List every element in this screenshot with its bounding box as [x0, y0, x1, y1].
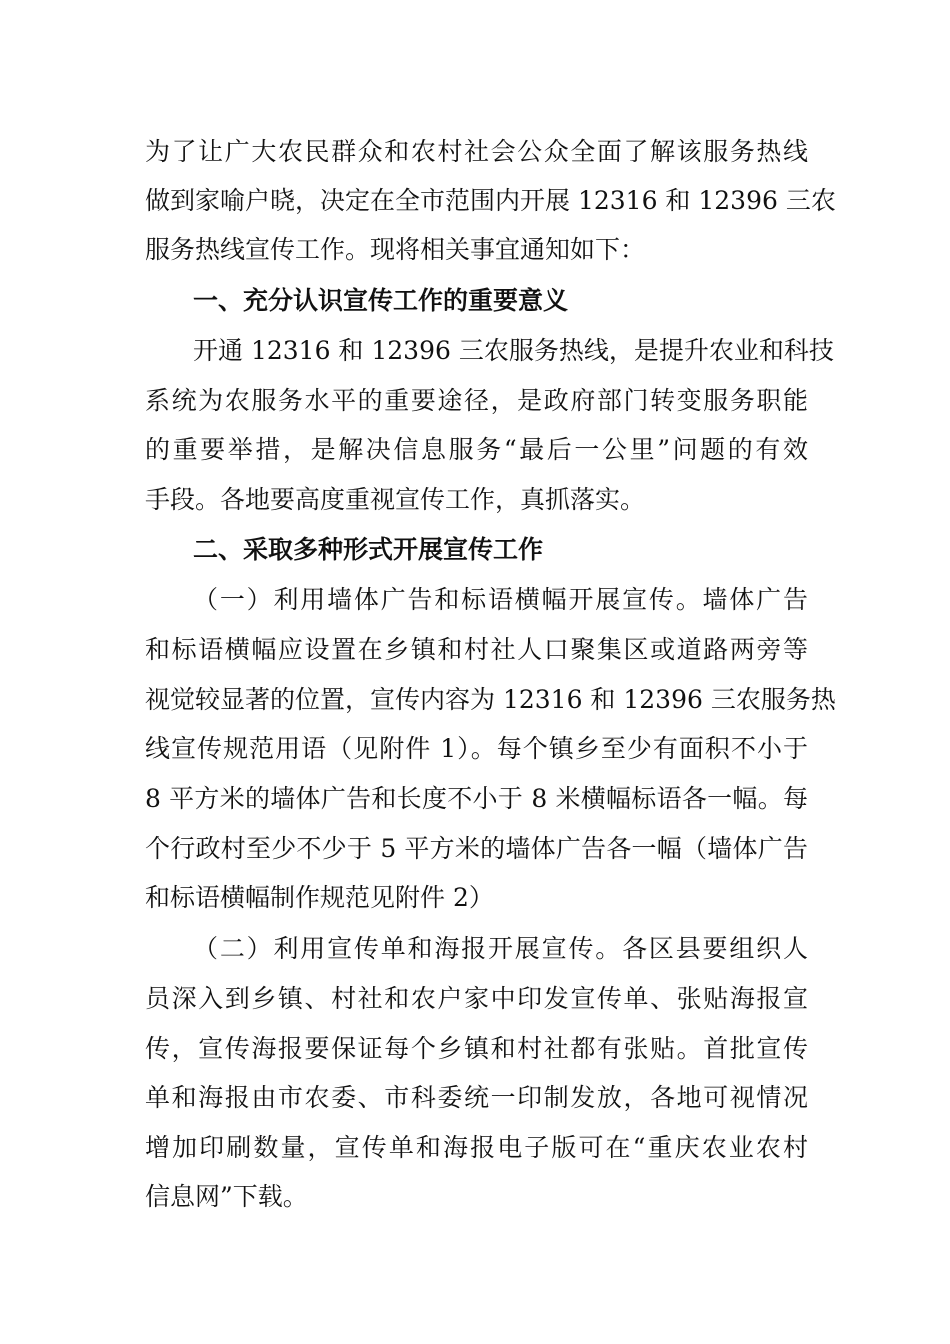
section-heading-2: 二、采取多种形式开展宣传工作	[193, 535, 544, 564]
paragraph-line: 系统为农服务水平的重要途径，是政府部门转变服务职能	[145, 386, 808, 415]
paragraph-line: 视觉较显著的位置，宣传内容为 12316 和 12396 三农服务热	[145, 685, 836, 714]
paragraph-line: 单和海报由市农委、市科委统一印制发放，各地可视情况	[145, 1083, 808, 1112]
paragraph-line: 线宣传规范用语（见附件 1）。每个镇乡至少有面积不小于	[145, 734, 808, 763]
paragraph-line: 增加印刷数量，宣传单和海报电子版可在“重庆农业农村	[145, 1133, 808, 1162]
paragraph-line: 个行政村至少不少于 5 平方米的墙体广告各一幅（墙体广告	[145, 834, 808, 863]
paragraph-line: （二）利用宣传单和海报开展宣传。各区县要组织人	[193, 934, 808, 963]
paragraph-line: 服务热线宣传工作。现将相关事宜通知如下：	[145, 235, 646, 264]
section-heading-1: 一、充分认识宣传工作的重要意义	[193, 286, 569, 315]
paragraph-line: 传，宣传海报要保证每个乡镇和村社都有张贴。首批宣传	[145, 1034, 808, 1063]
paragraph-line: 手段。各地要高度重视宣传工作，真抓落实。	[145, 485, 646, 514]
paragraph-line: （一）利用墙体广告和标语横幅开展宣传。墙体广告	[193, 585, 808, 614]
paragraph-line: 员深入到乡镇、村社和农户家中印发宣传单、张贴海报宣	[145, 984, 808, 1013]
paragraph-line: 做到家喻户晓，决定在全市范围内开展 12316 和 12396 三农	[145, 186, 836, 215]
paragraph-line: 的重要举措，是解决信息服务“最后一公里”问题的有效	[145, 435, 808, 464]
paragraph-line: 开通 12316 和 12396 三农服务热线，是提升农业和科技	[193, 336, 834, 365]
paragraph-line: 和标语横幅应设置在乡镇和村社人口聚集区或道路两旁等	[145, 635, 808, 664]
paragraph-line: 信息网”下载。	[145, 1182, 308, 1211]
paragraph-line: 和标语横幅制作规范见附件 2）	[145, 883, 494, 912]
paragraph-line: 为了让广大农民群众和农村社会公众全面了解该服务热线	[145, 137, 808, 166]
paragraph-line: 8 平方米的墙体广告和长度不小于 8 米横幅标语各一幅。每	[145, 784, 808, 813]
